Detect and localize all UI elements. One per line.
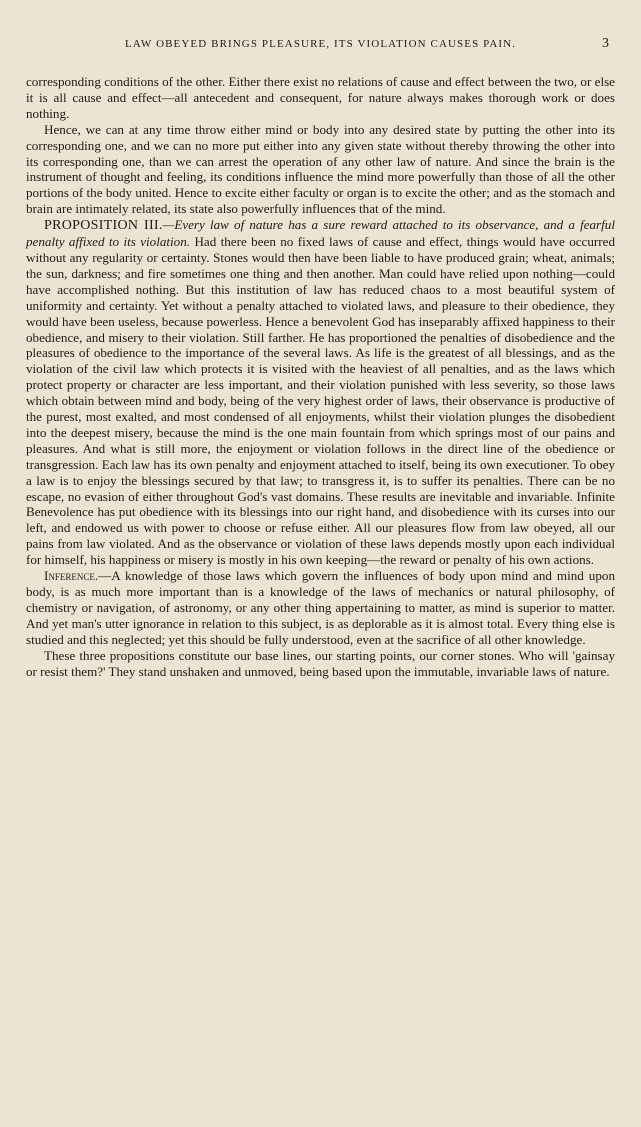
paragraph: Hence, we can at any time throw either mind or body into any desired state by putting the other into its corresponding one, and we can no more put either into any given state without thereby throwing the other into its corresponding one, than we can arrest the operation of any other law of nature. And since the brain is the instrument of thought and feeling, its conditions influence the mind more powerfully than those of all the other portions of the body united. Hence to excite either faculty or organ is to excite the other; and as the stomach and brain are intimately related, its state also powerfully influences that of the mind. — [26, 121, 615, 217]
inference-heading: Inference. — [44, 568, 99, 584]
running-title: LAW OBEYED BRINGS PLEASURE, ITS VIOLATION CAUSES PAIN. — [124, 38, 517, 50]
running-header — [26, 34, 615, 54]
inference-body: —A knowledge of those laws which govern the influences of body upon mind and mind upon body, is as much more important than is a knowledge of the laws of mechanics or natural philosophy, of chemistry or navigation, of astronomy, or any other thing appertaining to matter, as mind is superior to matter. And yet man's utter ignorance in relation to this subject, is as deplorable as it is almost total. Every thing else is studied and this neglected; yet this should be fully understood, even at the sacrifice of all other knowledge. — [26, 568, 615, 647]
body-text — [26, 74, 615, 679]
proposition-heading: PROPOSITION III. — [44, 218, 163, 234]
proposition-body: Had there been no fixed laws of cause and effect, things would have occurred without any regularity or certainty. Stones would then have been liable to have produced grain; wheat, animals; the sun, darkness; and fire sometimes one thing and then another. Man could have relied upon nothing—could have accomplished nothing. But this institution of law has reduced chaos to a most beautiful system of uniformity and certainty. Yet without a penalty attached to violated laws, and pleasure to their obedience, they would have been useless, because powerless. Hence a benevolent God has inseparably affixed happiness to their obedience, and misery to their violation. Still farther. He has proportioned the penalties of disobedience and the pleasures of obedience to the importance of the several laws. As life is the greatest of all blessings, and as the violation of the civil law which protects it is visited with the heaviest of all penalties, and as the laws which protect property or character are less important, and their violation punished with less severity, so those laws which obtain between mind and body, being of the very highest order of laws, their observance is productive of the purest, most exalted, and most condensed of all enjoyments, whilst their violation plunges the disobedient into the deepest misery, because the mind is the one main fountain from which springs most of our pains and pleasures. And what is still more, the enjoyment or violation follows in the direct line of the obedience or transgression. Each law has its own penalty and enjoyment attached to itself, being its own executioner. To obey a law is to enjoy the blessings secured by that law; to transgress it, is to suffer its penalties. There can be no escape, no evasion of either throughout God's vast domains. These results are inevitable and invariable. Infinite Benevolence has put obedience with its blessings into our right hand, and disobedience with its curses into our left, and endowed us with power to choose or refuse either. All our pleasures flow from law obeyed, all our pains from law violated. And as the observance or violation of these laws depends mostly upon each individual for himself, his happiness or misery is mostly in his own keeping—the reward or penalty of his own actions. — [26, 234, 615, 568]
proposition-statement: —Every law of nature has a sure reward attached to its observance, and a fearful penalty affixed to its violation. — [26, 217, 615, 250]
inference-paragraph — [26, 568, 615, 648]
proposition-paragraph — [26, 217, 615, 568]
paragraph-continuation: corresponding conditions of the other. Either there exist no relations of cause and effect between the two, or else it is all cause and effect—all antecedent and consequent, for nature always makes thorough work or does nothing. — [26, 74, 615, 121]
paragraph: These three propositions constitute our base lines, our starting points, our corner stones. Who will 'gainsay or resist them?' They stand unshaken and unmoved, being based upon the immutable, invariable laws of nature. — [26, 647, 615, 679]
page-number: 3 — [602, 36, 609, 51]
